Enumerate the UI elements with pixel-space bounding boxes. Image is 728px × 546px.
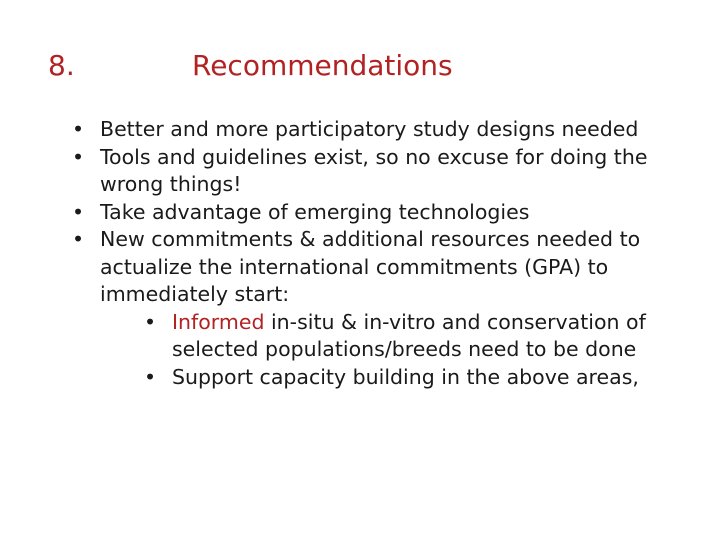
bullet-text: Take advantage of emerging technologies	[100, 199, 530, 224]
bullet-item	[72, 116, 672, 144]
bullet-icon: •	[72, 227, 85, 251]
bullet-text: Tools and guidelines exist, so no excuse for doing the wrong things!	[100, 144, 648, 196]
bullet-text: New commitments & additional resources needed to actualize the international commitments (GPA) to immediately start:	[100, 227, 641, 306]
sub-bullet-item	[144, 364, 672, 392]
sub-bullet-icon: •	[144, 309, 157, 334]
sub-bullet-item	[144, 309, 672, 364]
bullet-item	[72, 144, 672, 199]
bullet-icon: •	[72, 199, 85, 224]
bullet-list	[72, 116, 672, 391]
title-text: Recommendations	[192, 49, 453, 82]
bullet-text: Better and more participatory study designs needed	[100, 117, 639, 141]
sub-bullet-highlight: Informed	[172, 309, 265, 334]
bullet-icon: •	[72, 117, 85, 141]
sub-bullet-icon: •	[144, 364, 157, 389]
bullet-item	[72, 226, 672, 391]
sub-bullet-list	[100, 309, 672, 392]
sub-bullet-text: Support capacity building in the above areas,	[172, 364, 639, 389]
section-number: 8.	[48, 49, 75, 82]
bullet-icon: •	[72, 144, 85, 169]
sub-bullet-text: in-situ & in-vitro and conservation of selected populations/breeds need to be done	[172, 309, 646, 361]
bullet-item	[72, 199, 672, 227]
